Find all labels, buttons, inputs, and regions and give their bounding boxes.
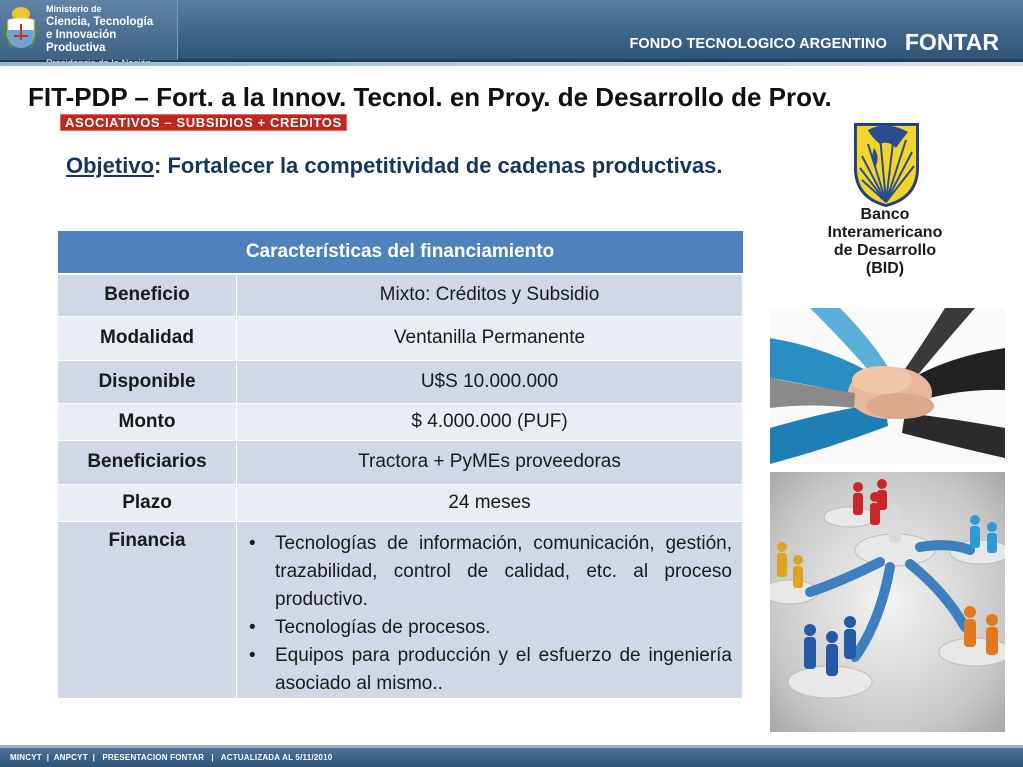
- row-value: Tractora + PyMEs proveedoras: [237, 440, 743, 484]
- row-key: Beneficiarios: [58, 440, 237, 484]
- table-row: [58, 484, 743, 521]
- page-title: FIT-PDP – Fort. a la Innov. Tecnol. en Proy. de Desarrollo de Prov.: [28, 82, 832, 112]
- row-value: Mixto: Créditos y Subsidio: [237, 274, 743, 316]
- header-divider: [0, 62, 1023, 66]
- network-people-image: [770, 472, 1005, 732]
- list-item: • Equipos para producción y el esfuerzo de ingeniería asociado al mismo..: [275, 642, 732, 698]
- table-row: [58, 440, 743, 484]
- financing-table: [57, 231, 743, 699]
- list-item: • Tecnologías de procesos.: [275, 614, 732, 642]
- table-row: [58, 274, 743, 316]
- argentina-shield-icon: [4, 4, 38, 56]
- table-header: Características del financiamiento: [58, 231, 743, 274]
- table-row: [58, 360, 743, 403]
- hands-teamwork-image: [770, 308, 1005, 464]
- ministry-line3: e Innovación Productiva: [46, 29, 117, 54]
- row-key: Financia: [58, 521, 237, 698]
- table-row: [58, 316, 743, 360]
- row-value: 24 meses: [237, 484, 743, 521]
- program-subtitle: ASOCIATIVOS – SUBSIDIOS + CREDITOS: [60, 114, 347, 131]
- objective-paragraph: [66, 150, 770, 181]
- row-value: $ 4.000.000 (PUF): [237, 403, 743, 440]
- bid-line1: Banco: [860, 206, 910, 223]
- objective-text: : Fortalecer la competitividad de cadenas productivas.: [154, 153, 723, 178]
- row-key: Monto: [58, 403, 237, 440]
- footer-bar: [0, 745, 1023, 767]
- list-item: • Tecnologías de información, comunicación, gestión, trazabilidad, control de calidad, etc. al proceso productivo.: [275, 530, 732, 614]
- bid-logo-text: [805, 206, 965, 278]
- ministry-logo: [0, 0, 178, 60]
- bid-line4: (BID): [865, 260, 905, 277]
- row-key: Modalidad: [58, 316, 237, 360]
- table-row: [58, 403, 743, 440]
- bid-line3: de Desarrollo: [833, 242, 937, 259]
- fund-acronym: FONTAR: [904, 29, 999, 55]
- bid-line2: Interamericano: [827, 224, 943, 241]
- ministry-line2: Ciencia, Tecnología: [46, 16, 154, 28]
- header-bar: [0, 0, 1023, 62]
- footer-text: MINCYT | ANPCYT | PRESENTACION FONTAR | ACTUALIZADA AL 5/11/2010: [10, 753, 333, 762]
- table-row: [58, 521, 743, 698]
- row-key: Beneficio: [58, 274, 237, 316]
- row-value: Ventanilla Permanente: [237, 316, 743, 360]
- row-value-list: [237, 521, 743, 698]
- objective-label: Objetivo: [66, 153, 155, 178]
- row-key: Plazo: [58, 484, 237, 521]
- fund-name: FONDO TECNOLOGICO ARGENTINO: [629, 36, 887, 52]
- ministry-line1: Ministerio de: [46, 4, 102, 14]
- row-value: U$S 10.000.000: [237, 360, 743, 403]
- row-key: Disponible: [58, 360, 237, 403]
